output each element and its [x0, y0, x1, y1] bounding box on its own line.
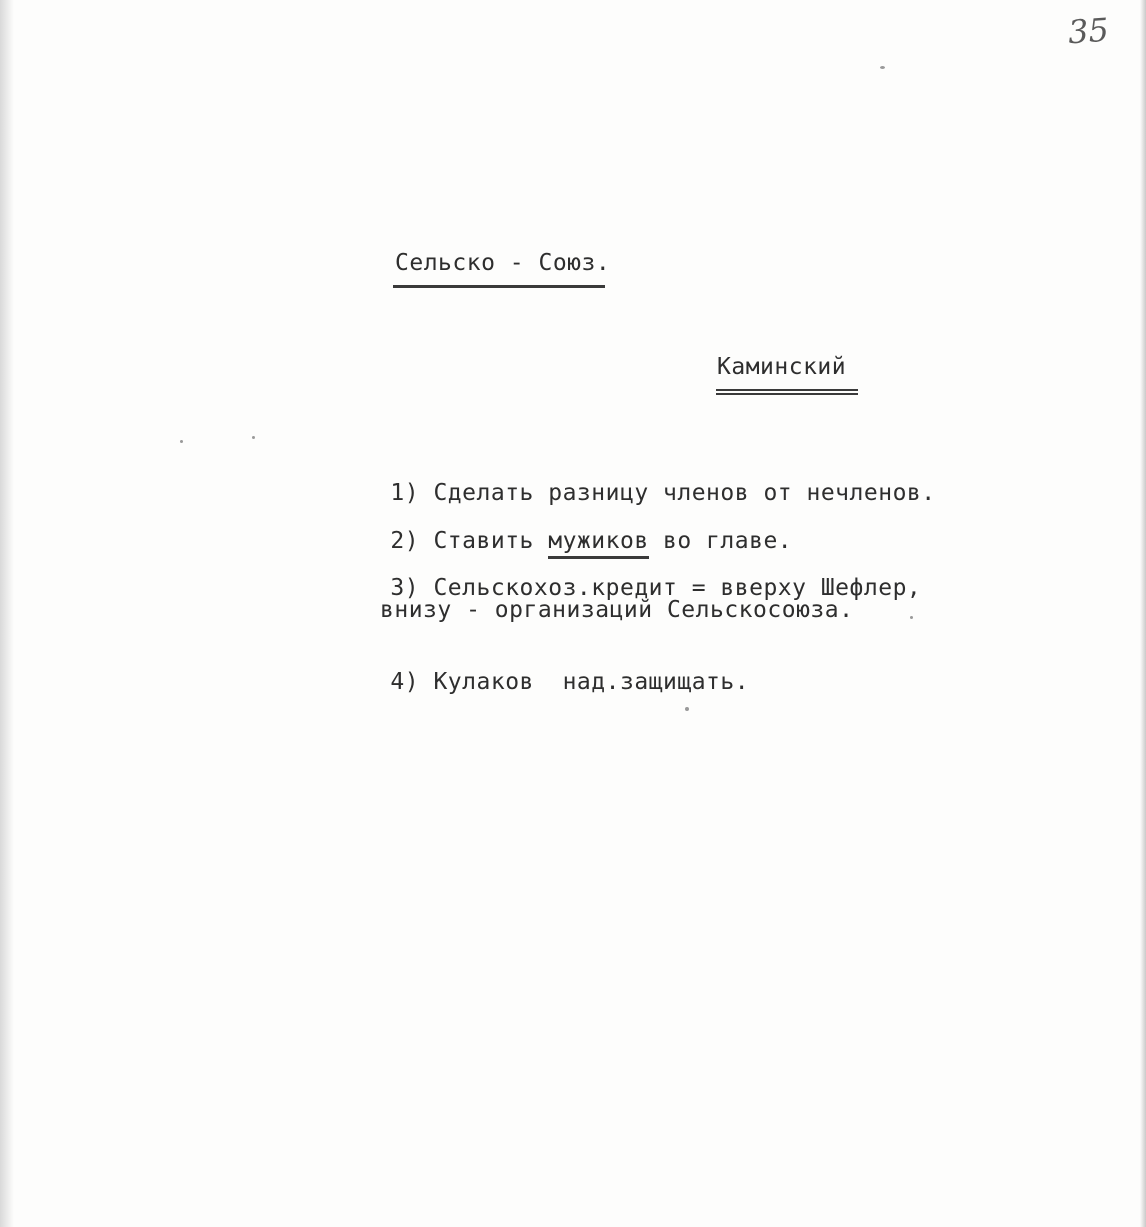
document-author: Каминский — [717, 354, 847, 380]
list-item-text-after: во главе. — [648, 528, 793, 554]
scan-right-edge — [1140, 0, 1146, 1227]
scan-speck — [180, 440, 183, 443]
document-title: Сельско - Союз. — [395, 250, 611, 276]
title-underline — [393, 285, 605, 288]
author-double-underline — [716, 389, 858, 395]
scan-speck — [685, 707, 689, 711]
scan-speck — [880, 66, 885, 69]
list-item-text: Сельскохоз.кредит = вверху Шефлер, — [433, 575, 922, 601]
list-item-text-before: Ставить — [433, 528, 549, 554]
list-item-number: 4) — [390, 669, 420, 695]
list-item-number: 1) — [390, 480, 420, 506]
list-item-text: Кулаков над.защищать. — [433, 669, 750, 695]
list-item-number: 2) — [390, 528, 420, 554]
scan-left-shadow — [0, 0, 14, 1227]
list-item-number: 3) — [390, 575, 420, 601]
list-item-continuation: внизу - организаций Сельскосоюза. — [380, 597, 854, 623]
scan-speck — [910, 616, 913, 619]
scan-speck — [252, 436, 255, 439]
underlined-word: мужиков — [548, 528, 648, 559]
handwritten-page-number: 35 — [1066, 10, 1110, 52]
list-item-text: Сделать разницу членов от нечленов. — [433, 480, 936, 506]
